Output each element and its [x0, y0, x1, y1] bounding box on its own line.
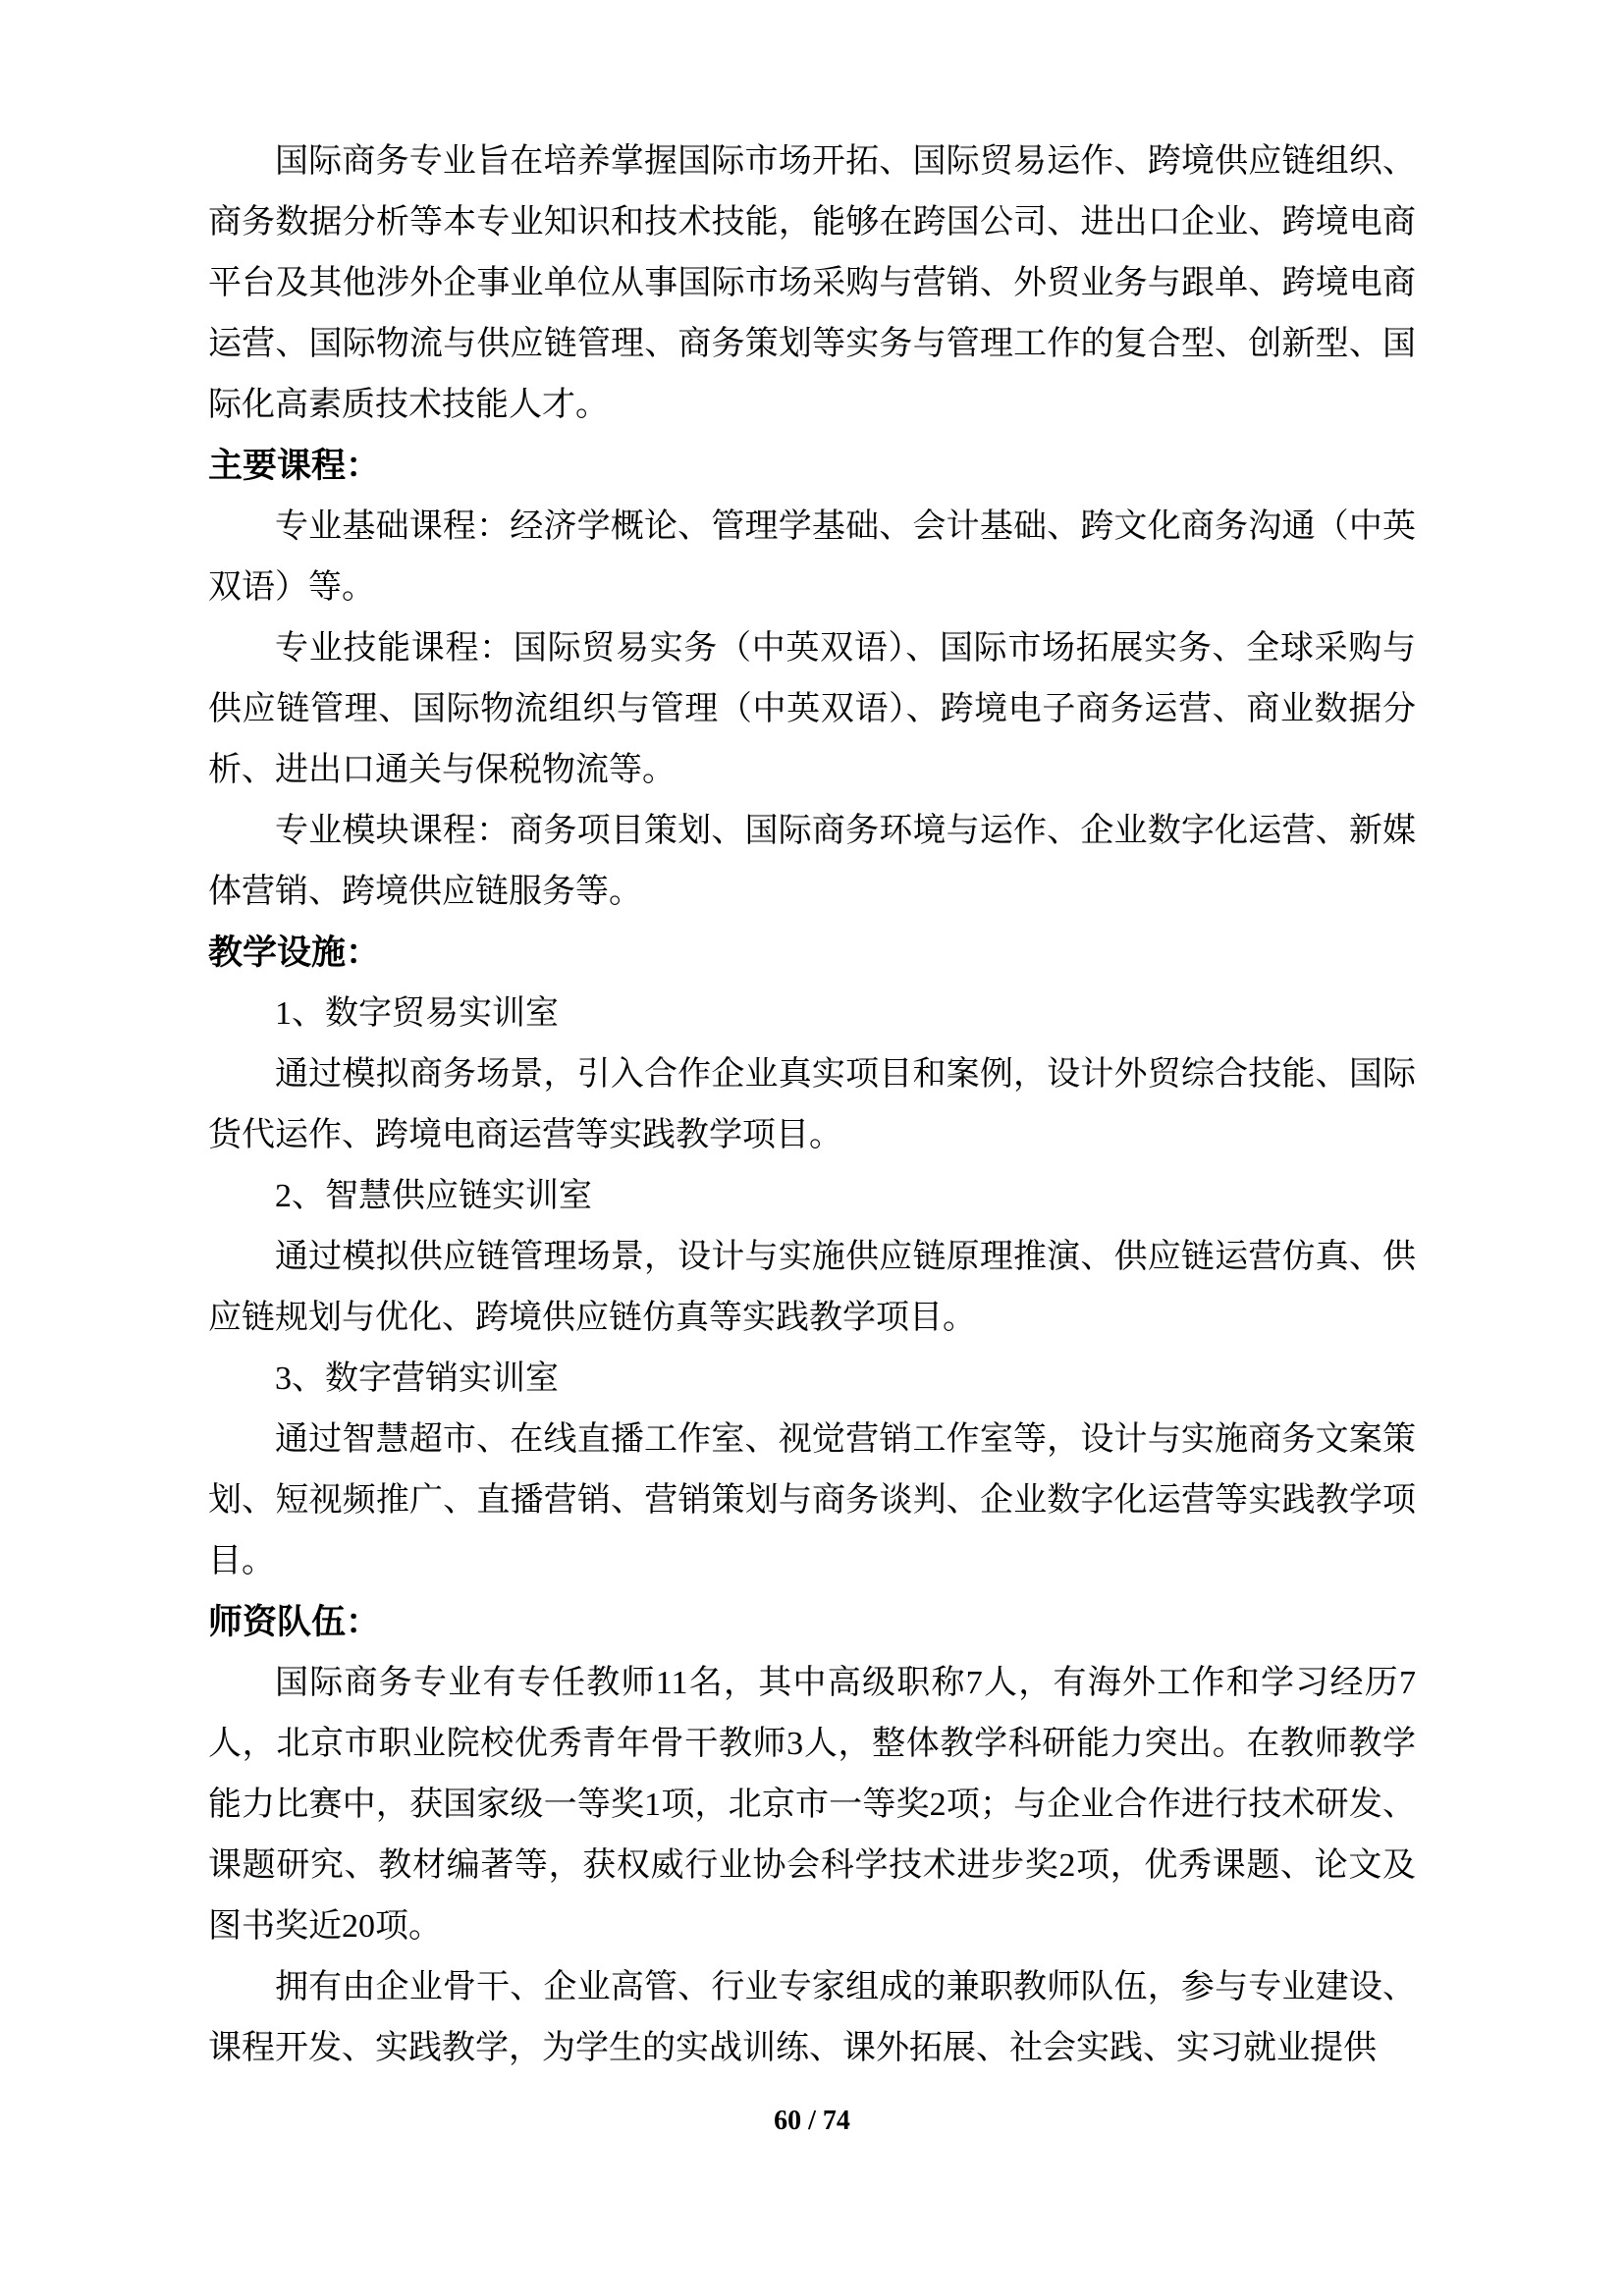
section-heading-faculty: 师资队伍：	[208, 1603, 381, 1641]
paragraph-smart-supply-chain-lab-desc: 通过模拟供应链管理场景，设计与实施供应链原理推演、供应链运营仿真、供应链规划与优化、跨境供应链仿真等实践教学项目。	[208, 1239, 1416, 1336]
paragraph-module-courses: 专业模块课程：商务项目策划、国际商务环境与运作、企业数字化运营、新媒体营销、跨境供应链服务等。	[208, 813, 1416, 910]
paragraph-training-objectives: 国际商务专业旨在培养掌握国际市场开拓、国际贸易运作、跨境供应链组织、商务数据分析等本专业知识和技术技能，能够在跨国公司、进出口企业、跨境电商平台及其他涉外企事业单位从事国际市场采购与营销、外贸业务与跟单、跨境电商运营、国际物流与供应链管理、商务策划等实务与管理工作的复合型、创新型、国际化高素质技术技能人才。	[208, 143, 1416, 423]
section-heading-main-courses: 主要课程：	[208, 447, 381, 485]
section-heading-teaching-facilities: 教学设施：	[208, 934, 381, 972]
list-item-digital-marketing-lab: 3、数字营销实训室	[275, 1361, 559, 1397]
paragraph-digital-marketing-lab-desc: 通过智慧超市、在线直播工作室、视觉营销工作室等，设计与实施商务文案策划、短视频推广、直播营销、营销策划与商务谈判、企业数字化运营等实践教学项目。	[208, 1421, 1416, 1579]
list-item-smart-supply-chain-lab: 2、智慧供应链实训室	[275, 1178, 592, 1214]
paragraph-skill-courses: 专业技能课程：国际贸易实务（中英双语）、国际市场拓展实务、全球采购与供应链管理、国际物流组织与管理（中英双语）、跨境电子商务运营、商业数据分析、进出口通关与保税物流等。	[208, 630, 1416, 788]
list-item-digital-trade-lab: 1、数字贸易实训室	[275, 995, 559, 1032]
paragraph-digital-trade-lab-desc: 通过模拟商务场景，引入合作企业真实项目和案例，设计外贸综合技能、国际货代运作、跨境电商运营等实践教学项目。	[208, 1056, 1416, 1153]
document-body	[208, 132, 1416, 2079]
page-number: 60 / 74	[774, 2106, 850, 2136]
paragraph-basic-courses: 专业基础课程：经济学概论、管理学基础、会计基础、跨文化商务沟通（中英双语）等。	[208, 508, 1416, 606]
paragraph-faculty-fulltime: 国际商务专业有专任教师11名，其中高级职称7人，有海外工作和学习经历7人，北京市职业院校优秀青年骨干教师3人，整体教学科研能力突出。在教师教学能力比赛中，获国家级一等奖1项，北京市一等奖2项；与企业合作进行技术研发、课题研究、教材编著等，获权威行业协会科学技术进步奖2项，优秀课题、论文及图书奖近20项。	[208, 1665, 1416, 1945]
paragraph-faculty-parttime: 拥有由企业骨干、企业高管、行业专家组成的兼职教师队伍，参与专业建设、课程开发、实践教学，为学生的实战训练、课外拓展、社会实践、实习就业提供	[208, 1969, 1416, 2066]
